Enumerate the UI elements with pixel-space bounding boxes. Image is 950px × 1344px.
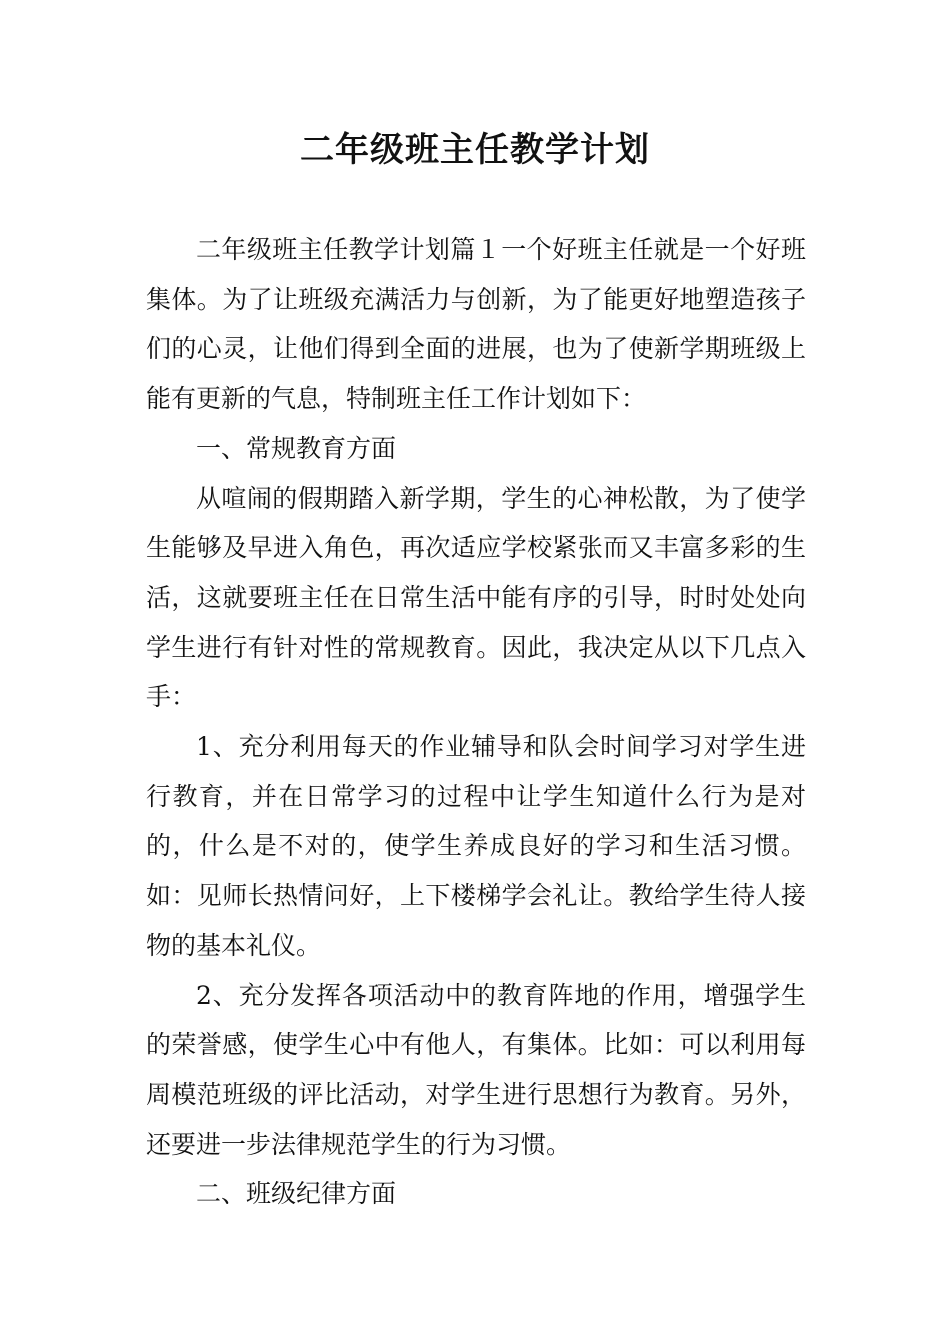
paragraph-item-1: 1、充分利用每天的作业辅导和队会时间学习对学生进行教育，并在日常学习的过程中让学生知道什么行为是对的，什么是不对的，使学生养成良好的学习和生活习惯。如：见师长热情问好，上下楼梯学会礼让。教给学生待人接物的基本礼仪。 (146, 732, 806, 960)
section-heading-class-discipline: 二、班级纪律方面 (196, 1179, 397, 1209)
paragraph-intro: 二年级班主任教学计划篇１一个好班主任就是一个好班集体。为了让班级充满活力与创新，为了能更好地塑造孩子们的心灵，让他们得到全面的进展，也为了使新学期班级上能有更新的气息，特制班主任工作计划如下： (146, 235, 806, 414)
paragraph-routine-education: 从喧闹的假期踏入新学期，学生的心神松散，为了使学生能够及早进入角色，再次适应学校紧张而又丰富多彩的生活，这就要班主任在日常生活中能有序的引导，时时处处向学生进行有针对性的常规教育。因此，我决定从以下几点入手： (146, 483, 806, 712)
document-body (146, 225, 806, 1219)
document-title: 二年级班主任教学计划 (300, 130, 650, 170)
paragraph-item-2: 2、充分发挥各项活动中的教育阵地的作用，增强学生的荣誉感，使学生心中有他人，有集体。比如：可以利用每周模范班级的评比活动，对学生进行思想行为教育。另外，还要进一步法律规范学生的行为习惯。 (146, 980, 806, 1159)
section-heading-routine-education: 一、常规教育方面 (196, 433, 397, 463)
